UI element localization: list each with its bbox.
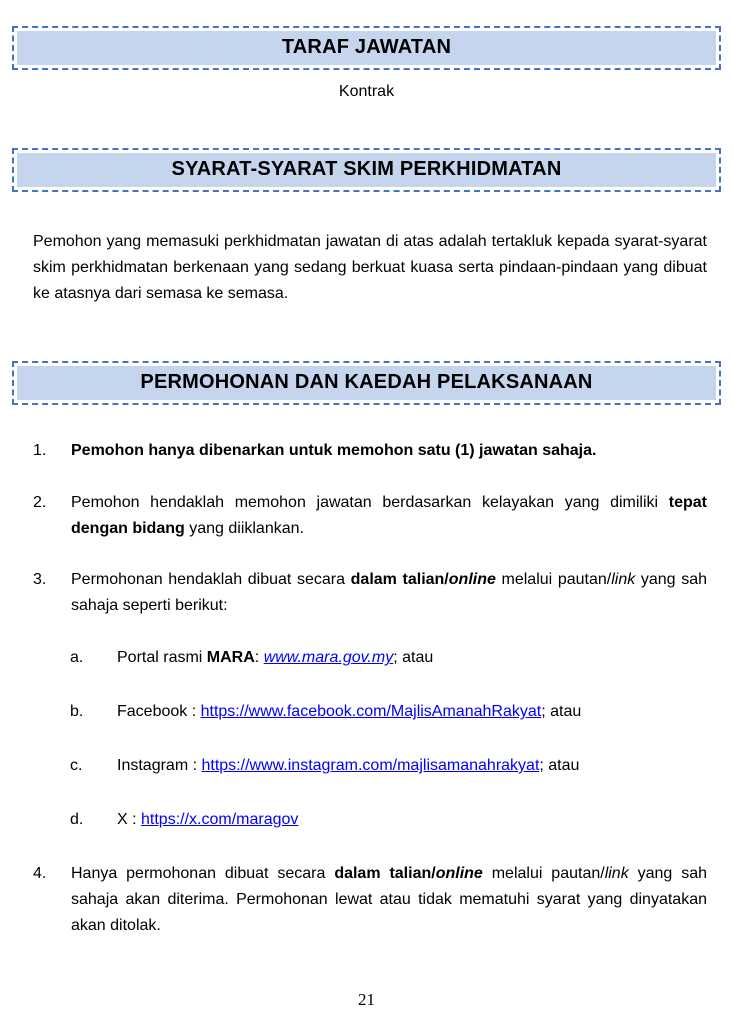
list-item-3-text (71, 567, 707, 619)
sub-item-a (70, 645, 707, 671)
list-item-2-pre: Pemohon hendaklah memohon jawatan berdasarkan kelayakan yang dimiliki (71, 493, 669, 511)
intro-paragraph: Pemohon yang memasuki perkhidmatan jawatan di atas adalah tertakluk kepada syarat-syarat skim perkhidmatan berkenaan yang sedang berkuat kuasa serta pindaan-pindaan yang dibuat ke atasnya dari semasa ke semasa. (33, 233, 707, 302)
list-item-2-bold: tepat dengan bidang (71, 493, 707, 537)
sub-item-d (70, 807, 707, 833)
sub-item-b (70, 699, 707, 725)
list-item-3-pre: Permohonan hendaklah dibuat secara (71, 571, 351, 589)
section-title-permohonan: PERMOHONAN DAN KAEDAH PELAKSANAAN (17, 366, 716, 400)
sub-item-c-text (117, 753, 707, 779)
list-item-3-italic: link (611, 571, 636, 589)
page-number: 21 (358, 990, 375, 1009)
sub-item-b-text (117, 699, 707, 725)
sub-item-a-tail: atau (397, 649, 434, 667)
facebook-link[interactable]: https://www.facebook.com/MajlisAmanahRakyat (200, 703, 542, 721)
x-link[interactable]: https://x.com/maragov (141, 810, 299, 828)
list-item-1-bold-text: Pemohon hanya dibenarkan untuk memohon satu (1) jawatan sahaja. (71, 441, 597, 459)
list-item-2-number: 2. (33, 493, 47, 511)
sub-item-b-semicolon: ; (541, 703, 546, 721)
list-item-4-mid: melalui pautan/ (482, 864, 605, 882)
list-item-3-mid: melalui pautan/ (495, 571, 612, 589)
list-item-2-text (71, 490, 707, 542)
list-item-2-post: yang diiklankan. (184, 519, 304, 537)
numbered-list (33, 438, 707, 939)
sub-item-a-pre: Portal rasmi (117, 649, 207, 667)
section-title-syarat: SYARAT-SYARAT SKIM PERKHIDMATAN (17, 153, 716, 187)
sub-item-a-letter: a. (70, 649, 84, 667)
list-item-1-number: 1. (33, 441, 47, 459)
list-item-3-post: yang sah sahaja seperti berikut: (71, 571, 708, 615)
list-item-4-italic: link (604, 864, 629, 882)
sub-item-a-bold: MARA (206, 649, 255, 667)
sub-item-c-letter: c. (70, 757, 83, 775)
list-item-4-text (71, 861, 707, 939)
list-item-3-bold: dalam talian/ (350, 571, 449, 589)
list-item-3-bold-italic: online (448, 571, 496, 589)
sub-item-d-letter: d. (70, 810, 84, 828)
sub-item-c-pre: Instagram : (117, 757, 202, 775)
sub-item-b-pre: Facebook : (117, 703, 201, 721)
list-item-4-bold: dalam talian/ (334, 864, 436, 882)
section-box-syarat (12, 148, 721, 192)
section-box-permohonan (12, 361, 721, 405)
list-item-2 (33, 490, 707, 542)
list-item-4-number: 4. (33, 864, 47, 882)
list-item-3-number: 3. (33, 571, 47, 589)
list-item-3 (33, 567, 707, 619)
list-item-1 (33, 438, 707, 464)
mara-portal-link[interactable]: www.mara.gov.my (263, 649, 394, 667)
section-box-taraf-jawatan (12, 26, 721, 70)
sub-item-b-tail: atau (545, 703, 582, 721)
list-item-4-pre: Hanya permohonan dibuat secara (71, 864, 335, 882)
list-item-4-bold-italic: online (435, 864, 483, 882)
sub-item-a-colon: : (254, 649, 264, 667)
sub-item-d-pre: X : (117, 810, 142, 828)
taraf-value: Kontrak (338, 83, 395, 100)
section-title-taraf-jawatan: TARAF JAWATAN (17, 31, 716, 65)
sub-item-a-text (117, 645, 707, 671)
list-item-4 (33, 861, 707, 939)
instagram-link[interactable]: https://www.instagram.com/majlisamanahrakyat (201, 757, 540, 775)
sub-item-a-semicolon: ; (393, 649, 398, 667)
sub-item-c (70, 753, 707, 779)
list-item-1-text (71, 438, 707, 464)
sub-item-b-letter: b. (70, 703, 84, 721)
list-item-4-post: yang sah sahaja akan diterima. Permohonan lewat atau tidak mematuhi syarat yang dinyatakan akan ditolak. (71, 864, 707, 934)
sub-item-d-text (117, 807, 707, 833)
sub-item-c-tail: ; atau (539, 757, 580, 775)
